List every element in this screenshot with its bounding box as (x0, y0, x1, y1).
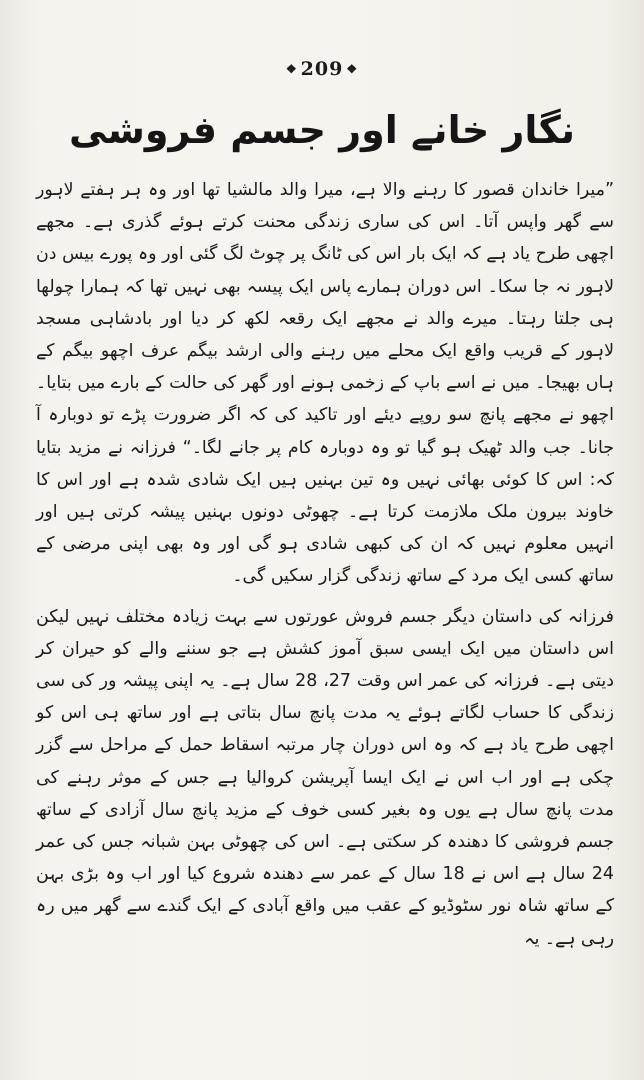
body-text (36, 174, 614, 955)
right-ornament-icon: ❖ (346, 62, 359, 76)
paragraph-2: فرزانہ کی داستان دیگر جسم فروش عورتوں سے بہت زیادہ مختلف نہیں لیکن اس داستان میں ایک ایسی سبق آموز کشش ہے جو سننے والے کو حیران کر دیتی ہے۔ فرزانہ کی عمر اس وقت 27، 28 سال ہے۔ یہ اپنی پیشہ ور کی سی زندگی کا حساب لگاتے ہوئے یہ مدت پانچ سال بتاتی ہے اور ساتھ ہی اس کو اچھی طرح یاد ہے کہ وہ اس دوران چار مرتبہ اسقاط حمل کے مراحل سے گزر چکی ہے اور اب اس نے ایک ایسا آپریشن کروالیا ہے جس کے موثر رہنے کی مدت پانچ سال ہے یوں وہ بغیر کسی خوف کے مزید پانچ سال آزادی کے ساتھ جسم فروشی کا دھندہ کر سکتی ہے۔ اس کی چھوٹی بہن شبانہ جس کی عمر 24 سال ہے اس نے 18 سال کے عمر سے دھندہ شروع کیا اور اب وہ بڑی بہن کے ساتھ شاہ نور سٹوڈیو کے عقب میں واقع آبادی کے ایک گندے سے گھر میں رہ رہی ہے۔ یہ (36, 606, 614, 949)
page-number-value: 209 (300, 58, 344, 80)
page-number (283, 58, 361, 80)
left-ornament-icon: ❖ (285, 62, 298, 76)
page-number-header (0, 58, 644, 80)
chapter-title: نگار خانے اور جسم فروشی (69, 108, 575, 152)
paragraph-1: ”میرا خاندان قصور کا رہنے والا ہے، میرا والد مالشیا تھا اور وہ ہر ہفتے لاہور سے گھر واپس آتا۔ اس کی ساری زندگی محنت کرتے ہوئے گذری ہے۔ مجھے اچھی طرح یاد ہے کہ ایک بار اس کی ٹانگ پر چوٹ لگ گئی اور وہ پورے بیس دن لاہور نہ جا سکا۔ اس دوران ہمارے پاس ایک پیسہ بھی نہیں تھا کہ ہمارا چولھا ہی جلتا رہتا۔ میرے والد نے مجھے ایک رقعہ لکھ کر دیا اور بادشاہی مسجد لاہور کے قریب واقع ایک محلے میں رہنے والی ارشد بیگم عرف اچھو بیگم کے ہاں بھیجا۔ میں نے اسے باپ کے زخمی ہونے اور گھر کی حالت کے بارے میں بتایا۔ اچھو نے مجھے پانچ سو روپے دیئے اور تاکید کی کہ اگر ضرورت پڑے تو دوبارہ آ جانا۔ جب والد ٹھیک ہو گیا تو وہ دوبارہ کام پر جانے لگا۔“ فرزانہ نے مزید بتایا کہ: اس کا کوئی بھائی نہیں وہ تین بہنیں ہیں ایک شادی شدہ ہے اور اس کا خاوند بیرون ملک ملازمت کرتا ہے۔ چھوٹی دونوں بہنیں پیشہ کرتی ہیں اور انہیں معلوم نہیں کہ ان کی کبھی شادی ہو گی اور وہ بھی اپنی مرضی کے ساتھ کسی ایک مرد کے ساتھ زندگی گزار سکیں گی۔ (36, 180, 614, 587)
